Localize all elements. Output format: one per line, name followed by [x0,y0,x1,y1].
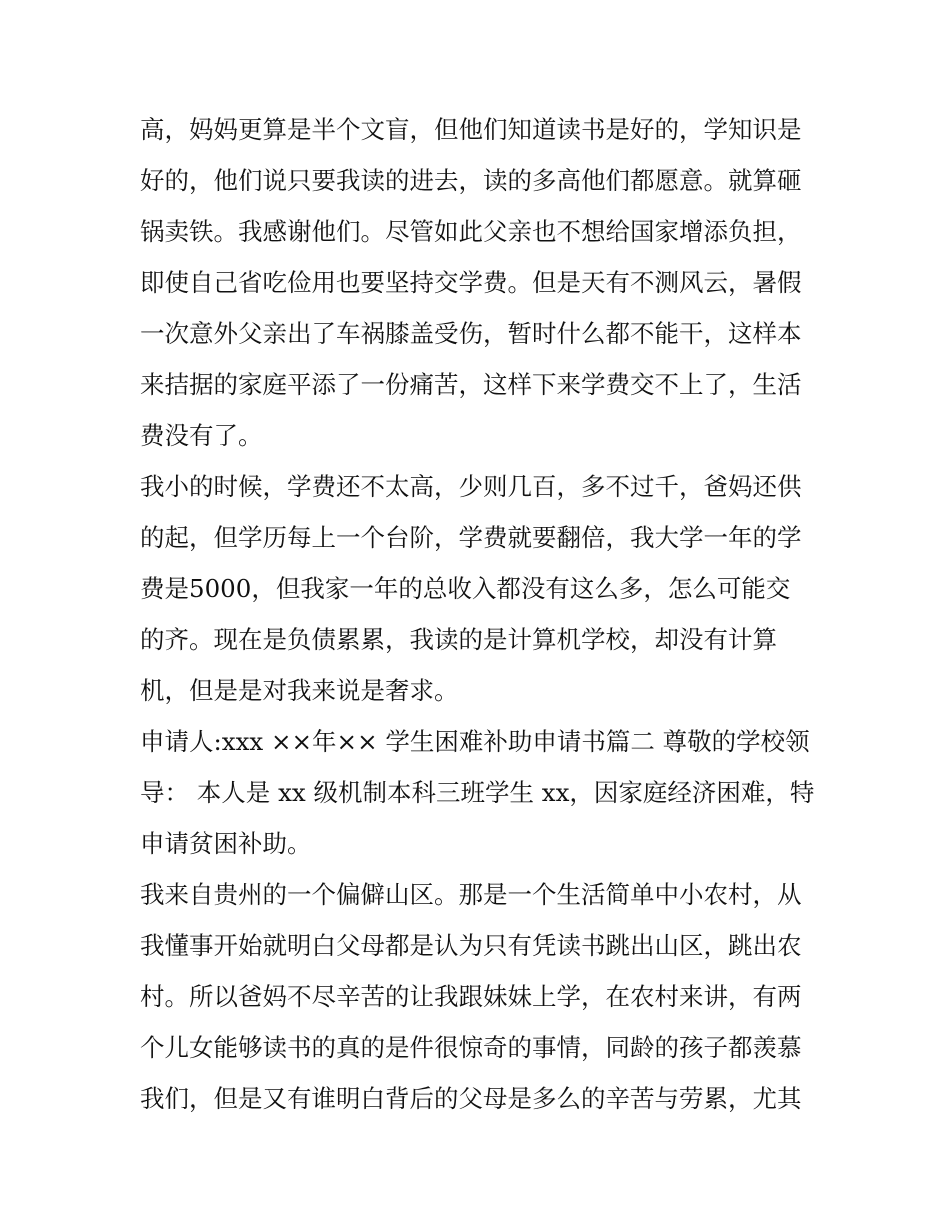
text-line: 的齐。现在是负债累累，我读的是计算机学校，却没有计算 [140,625,777,654]
text-line: 导： 本人是 xx 级机制本科三班学生 xx，因家庭经济困难，特 [140,778,815,807]
text-line: 费是5000，但我家一年的总收入都没有这么多，怎么可能交 [140,574,791,603]
text-line: 一次意外父亲出了车祸膝盖受伤，暂时什么都不能干，这样本 [140,319,802,348]
text-line: 锅卖铁。我感谢他们。尽管如此父亲也不想给国家增添负担， [140,217,802,246]
text-line: 个儿女能够读书的真的是件很惊奇的事情，同龄的孩子都羡慕 [140,1033,802,1062]
document-body [140,104,816,1124]
text-line: 申请贫困补助。 [140,829,312,858]
text-line: 申请人:xxx ××年×× 学生困难补助申请书篇二 尊敬的学校领 [140,727,810,756]
text-line: 机，但是是对我来说是奢求。 [140,676,459,705]
text-line: 即使自己省吃俭用也要坚持交学费。但是天有不测风云，暑假 [140,268,802,297]
text-line: 好的，他们说只要我读的进去，读的多高他们都愿意。就算砸 [140,166,802,195]
text-line: 我小的时候，学费还不太高，少则几百，多不过千，爸妈还供 [140,472,802,501]
text-line: 的起，但学历每上一个台阶，学费就要翻倍，我大学一年的学 [140,523,802,552]
text-line: 我来自贵州的一个偏僻山区。那是一个生活简单中小农村，从 [140,880,802,909]
text-line: 我懂事开始就明白父母都是认为只有凭读书跳出山区，跳出农 [140,931,802,960]
text-line: 村。所以爸妈不尽辛苦的让我跟妹妹上学，在农村来讲，有两 [140,982,802,1011]
text-line: 高，妈妈更算是半个文盲，但他们知道读书是好的，学知识是 [140,115,802,144]
text-line: 费没有了。 [140,421,263,450]
text-line: 来拮据的家庭平添了一份痛苦，这样下来学费交不上了，生活 [140,370,802,399]
text-line: 我们，但是又有谁明白背后的父母是多么的辛苦与劳累，尤其 [140,1084,802,1113]
